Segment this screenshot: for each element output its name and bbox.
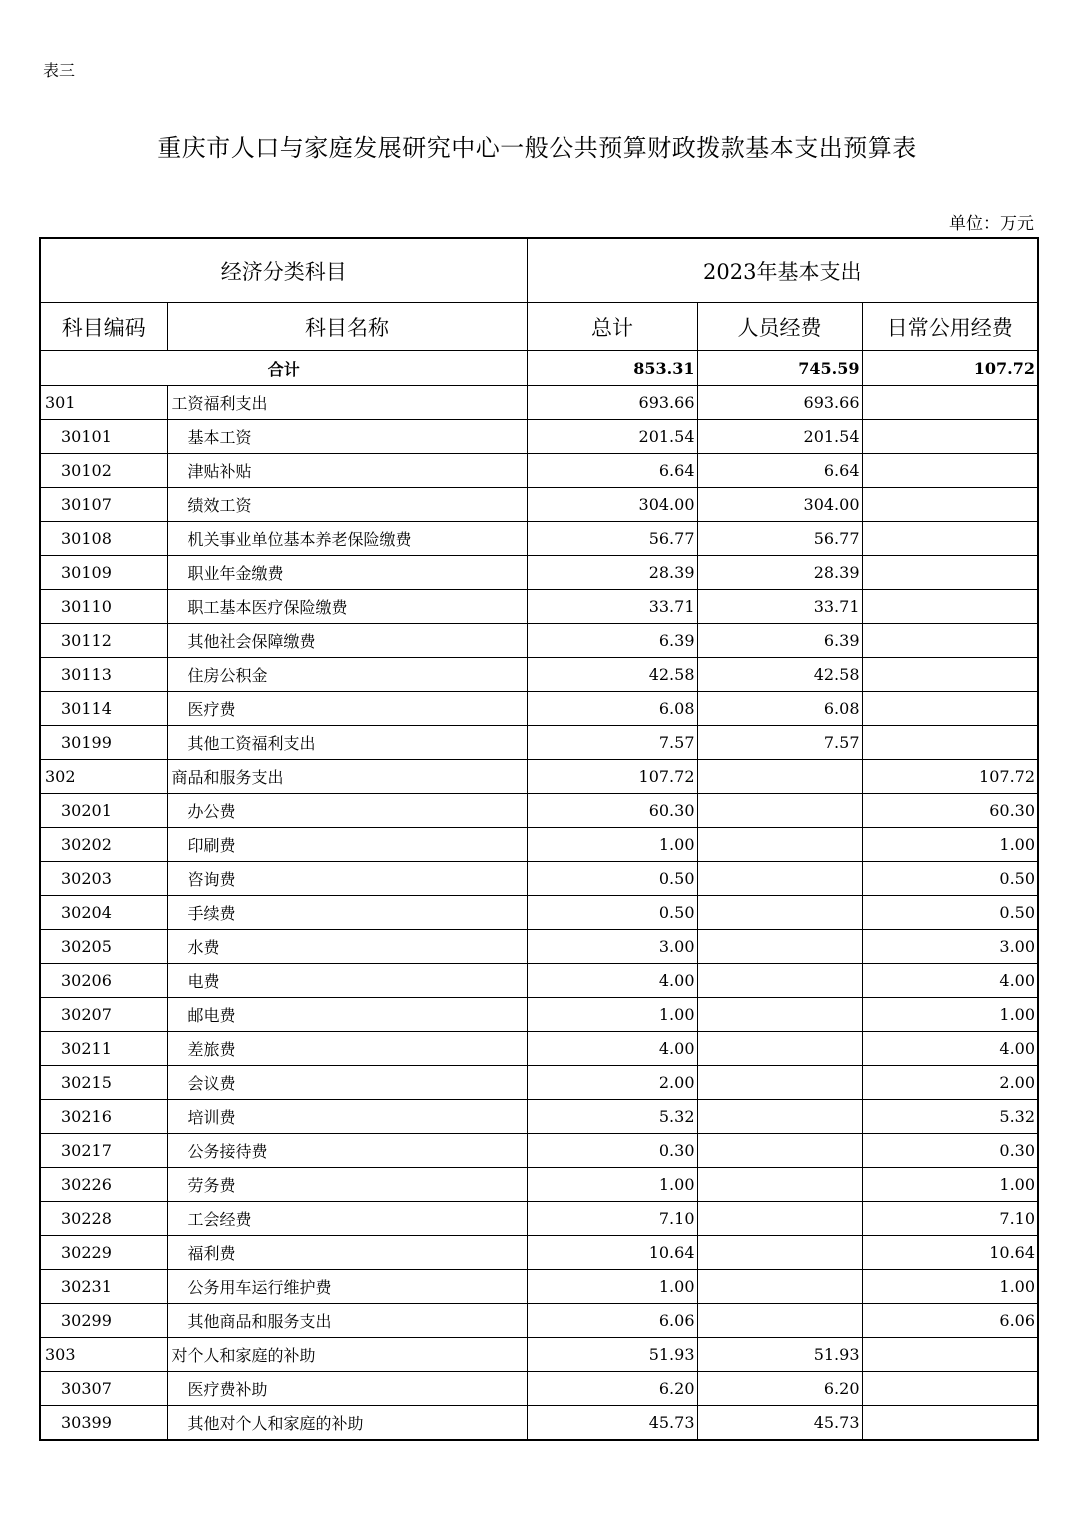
- row-code: 30205: [40, 930, 167, 964]
- row-name: 其他对个人和家庭的补助: [167, 1406, 527, 1441]
- row-name: 津贴补贴: [167, 454, 527, 488]
- row-public: [862, 386, 1038, 420]
- table-row: [40, 488, 1038, 522]
- row-public: 2.00: [862, 1066, 1038, 1100]
- table-row: [40, 454, 1038, 488]
- row-code: 30203: [40, 862, 167, 896]
- table-row: [40, 1372, 1038, 1406]
- row-total: 28.39: [527, 556, 697, 590]
- row-code: 30113: [40, 658, 167, 692]
- row-code: 30216: [40, 1100, 167, 1134]
- row-personnel: [697, 896, 862, 930]
- row-code: 30101: [40, 420, 167, 454]
- row-personnel: [697, 1236, 862, 1270]
- table-row: [40, 896, 1038, 930]
- row-public: [862, 420, 1038, 454]
- row-personnel: [697, 760, 862, 794]
- total-personnel: 745.59: [697, 351, 862, 386]
- row-personnel: 7.57: [697, 726, 862, 760]
- row-code: 301: [40, 386, 167, 420]
- header-name: 科目名称: [167, 303, 527, 351]
- row-code: 30215: [40, 1066, 167, 1100]
- row-code: 30211: [40, 1032, 167, 1066]
- row-code: 30229: [40, 1236, 167, 1270]
- total-row: [40, 351, 1038, 386]
- row-public: [862, 692, 1038, 726]
- table-row: [40, 590, 1038, 624]
- row-public: 1.00: [862, 1168, 1038, 1202]
- row-personnel: 6.08: [697, 692, 862, 726]
- row-personnel: [697, 1270, 862, 1304]
- table-row: [40, 1066, 1038, 1100]
- row-public: 1.00: [862, 1270, 1038, 1304]
- row-public: 0.50: [862, 862, 1038, 896]
- row-name: 住房公积金: [167, 658, 527, 692]
- row-public: 4.00: [862, 1032, 1038, 1066]
- row-public: 6.06: [862, 1304, 1038, 1338]
- row-code: 30201: [40, 794, 167, 828]
- row-name: 劳务费: [167, 1168, 527, 1202]
- row-name: 职工基本医疗保险缴费: [167, 590, 527, 624]
- row-personnel: [697, 828, 862, 862]
- row-code: 30110: [40, 590, 167, 624]
- row-name: 医疗费补助: [167, 1372, 527, 1406]
- row-total: 1.00: [527, 1270, 697, 1304]
- row-total: 6.08: [527, 692, 697, 726]
- table-row: [40, 828, 1038, 862]
- table-row: [40, 930, 1038, 964]
- row-public: [862, 454, 1038, 488]
- table-row: [40, 624, 1038, 658]
- table-row: [40, 1270, 1038, 1304]
- row-total: 1.00: [527, 998, 697, 1032]
- row-code: 30199: [40, 726, 167, 760]
- table-row: [40, 658, 1038, 692]
- row-personnel: 201.54: [697, 420, 862, 454]
- row-public: [862, 488, 1038, 522]
- row-personnel: [697, 1100, 862, 1134]
- row-code: 30206: [40, 964, 167, 998]
- row-name: 办公费: [167, 794, 527, 828]
- row-personnel: 51.93: [697, 1338, 862, 1372]
- row-public: [862, 556, 1038, 590]
- row-code: 30107: [40, 488, 167, 522]
- row-personnel: [697, 1304, 862, 1338]
- table-row: [40, 794, 1038, 828]
- row-total: 4.00: [527, 1032, 697, 1066]
- row-code: 30108: [40, 522, 167, 556]
- row-total: 60.30: [527, 794, 697, 828]
- row-total: 6.06: [527, 1304, 697, 1338]
- row-public: [862, 522, 1038, 556]
- row-name: 公务接待费: [167, 1134, 527, 1168]
- header-group-row: [40, 238, 1038, 303]
- row-name: 职业年金缴费: [167, 556, 527, 590]
- row-code: 30231: [40, 1270, 167, 1304]
- row-name: 邮电费: [167, 998, 527, 1032]
- row-personnel: [697, 1134, 862, 1168]
- row-personnel: [697, 1066, 862, 1100]
- row-total: 107.72: [527, 760, 697, 794]
- table-row: [40, 1236, 1038, 1270]
- row-total: 33.71: [527, 590, 697, 624]
- row-public: [862, 1406, 1038, 1441]
- row-personnel: [697, 1202, 862, 1236]
- table-row: [40, 1134, 1038, 1168]
- table-row: [40, 1406, 1038, 1441]
- header-economic-classification: 经济分类科目: [40, 238, 527, 303]
- row-public: 10.64: [862, 1236, 1038, 1270]
- table-row: [40, 862, 1038, 896]
- row-total: 5.32: [527, 1100, 697, 1134]
- table-row: [40, 386, 1038, 420]
- row-personnel: 33.71: [697, 590, 862, 624]
- row-name: 绩效工资: [167, 488, 527, 522]
- row-public: 3.00: [862, 930, 1038, 964]
- table-row: [40, 998, 1038, 1032]
- row-name: 咨询费: [167, 862, 527, 896]
- total-total: 853.31: [527, 351, 697, 386]
- budget-table: [39, 237, 1039, 1441]
- row-personnel: [697, 998, 862, 1032]
- header-column-row: [40, 303, 1038, 351]
- row-public: 0.50: [862, 896, 1038, 930]
- row-total: 42.58: [527, 658, 697, 692]
- row-public: 107.72: [862, 760, 1038, 794]
- row-public: [862, 1338, 1038, 1372]
- table-row: [40, 522, 1038, 556]
- table-row: [40, 1100, 1038, 1134]
- row-code: 30109: [40, 556, 167, 590]
- row-public: [862, 658, 1038, 692]
- row-total: 7.57: [527, 726, 697, 760]
- row-code: 30228: [40, 1202, 167, 1236]
- row-personnel: 6.20: [697, 1372, 862, 1406]
- row-personnel: [697, 1168, 862, 1202]
- row-public: [862, 1372, 1038, 1406]
- row-total: 201.54: [527, 420, 697, 454]
- table-row: [40, 1304, 1038, 1338]
- row-code: 30114: [40, 692, 167, 726]
- row-total: 0.50: [527, 896, 697, 930]
- header-total: 总计: [527, 303, 697, 351]
- table-row: [40, 964, 1038, 998]
- row-name: 公务用车运行维护费: [167, 1270, 527, 1304]
- row-personnel: 42.58: [697, 658, 862, 692]
- row-name: 印刷费: [167, 828, 527, 862]
- row-personnel: [697, 1032, 862, 1066]
- unit-label: 单位：万元: [949, 214, 1034, 234]
- table-row: [40, 1202, 1038, 1236]
- row-code: 30307: [40, 1372, 167, 1406]
- row-total: 304.00: [527, 488, 697, 522]
- table-row: [40, 726, 1038, 760]
- row-name: 福利费: [167, 1236, 527, 1270]
- row-total: 6.64: [527, 454, 697, 488]
- row-total: 6.39: [527, 624, 697, 658]
- row-personnel: 45.73: [697, 1406, 862, 1441]
- row-code: 30226: [40, 1168, 167, 1202]
- row-personnel: 6.39: [697, 624, 862, 658]
- row-personnel: 28.39: [697, 556, 862, 590]
- row-name: 商品和服务支出: [167, 760, 527, 794]
- row-public: [862, 590, 1038, 624]
- row-public: 1.00: [862, 828, 1038, 862]
- row-total: 0.30: [527, 1134, 697, 1168]
- row-name: 手续费: [167, 896, 527, 930]
- table-row: [40, 1168, 1038, 1202]
- header-personnel: 人员经费: [697, 303, 862, 351]
- row-name: 水费: [167, 930, 527, 964]
- row-personnel: 6.64: [697, 454, 862, 488]
- row-code: 30207: [40, 998, 167, 1032]
- row-name: 培训费: [167, 1100, 527, 1134]
- row-name: 工资福利支出: [167, 386, 527, 420]
- row-code: 30112: [40, 624, 167, 658]
- row-code: 30202: [40, 828, 167, 862]
- row-total: 56.77: [527, 522, 697, 556]
- row-total: 4.00: [527, 964, 697, 998]
- table-row: [40, 1338, 1038, 1372]
- row-code: 30102: [40, 454, 167, 488]
- header-basic-expenditure: 2023年基本支出: [527, 238, 1038, 303]
- row-name: 差旅费: [167, 1032, 527, 1066]
- header-code: 科目编码: [40, 303, 167, 351]
- row-code: 302: [40, 760, 167, 794]
- row-total: 6.20: [527, 1372, 697, 1406]
- row-public: 0.30: [862, 1134, 1038, 1168]
- row-personnel: [697, 964, 862, 998]
- total-label: 合计: [40, 351, 527, 386]
- row-name: 其他社会保障缴费: [167, 624, 527, 658]
- row-personnel: [697, 862, 862, 896]
- row-name: 其他工资福利支出: [167, 726, 527, 760]
- table-row: [40, 1032, 1038, 1066]
- row-personnel: 693.66: [697, 386, 862, 420]
- row-public: 5.32: [862, 1100, 1038, 1134]
- row-public: [862, 726, 1038, 760]
- row-name: 会议费: [167, 1066, 527, 1100]
- row-name: 机关事业单位基本养老保险缴费: [167, 522, 527, 556]
- row-public: [862, 624, 1038, 658]
- table-row: [40, 556, 1038, 590]
- row-total: 1.00: [527, 1168, 697, 1202]
- row-public: 60.30: [862, 794, 1038, 828]
- row-personnel: [697, 930, 862, 964]
- table-row: [40, 420, 1038, 454]
- row-name: 其他商品和服务支出: [167, 1304, 527, 1338]
- row-public: 7.10: [862, 1202, 1038, 1236]
- row-name: 对个人和家庭的补助: [167, 1338, 527, 1372]
- row-total: 2.00: [527, 1066, 697, 1100]
- table-row: [40, 692, 1038, 726]
- header-public: 日常公用经费: [862, 303, 1038, 351]
- document-title: 重庆市人口与家庭发展研究中心一般公共预算财政拨款基本支出预算表: [157, 134, 917, 162]
- table-row: [40, 760, 1038, 794]
- row-total: 1.00: [527, 828, 697, 862]
- table-number: 表三: [43, 61, 76, 80]
- row-code: 303: [40, 1338, 167, 1372]
- row-total: 51.93: [527, 1338, 697, 1372]
- row-total: 45.73: [527, 1406, 697, 1441]
- row-code: 30299: [40, 1304, 167, 1338]
- row-public: 4.00: [862, 964, 1038, 998]
- row-personnel: 56.77: [697, 522, 862, 556]
- row-code: 30217: [40, 1134, 167, 1168]
- row-name: 电费: [167, 964, 527, 998]
- row-code: 30204: [40, 896, 167, 930]
- row-public: 1.00: [862, 998, 1038, 1032]
- total-public: 107.72: [862, 351, 1038, 386]
- row-personnel: 304.00: [697, 488, 862, 522]
- row-personnel: [697, 794, 862, 828]
- row-total: 7.10: [527, 1202, 697, 1236]
- row-code: 30399: [40, 1406, 167, 1441]
- row-total: 693.66: [527, 386, 697, 420]
- row-name: 基本工资: [167, 420, 527, 454]
- row-name: 工会经费: [167, 1202, 527, 1236]
- row-total: 0.50: [527, 862, 697, 896]
- row-total: 3.00: [527, 930, 697, 964]
- row-total: 10.64: [527, 1236, 697, 1270]
- row-name: 医疗费: [167, 692, 527, 726]
